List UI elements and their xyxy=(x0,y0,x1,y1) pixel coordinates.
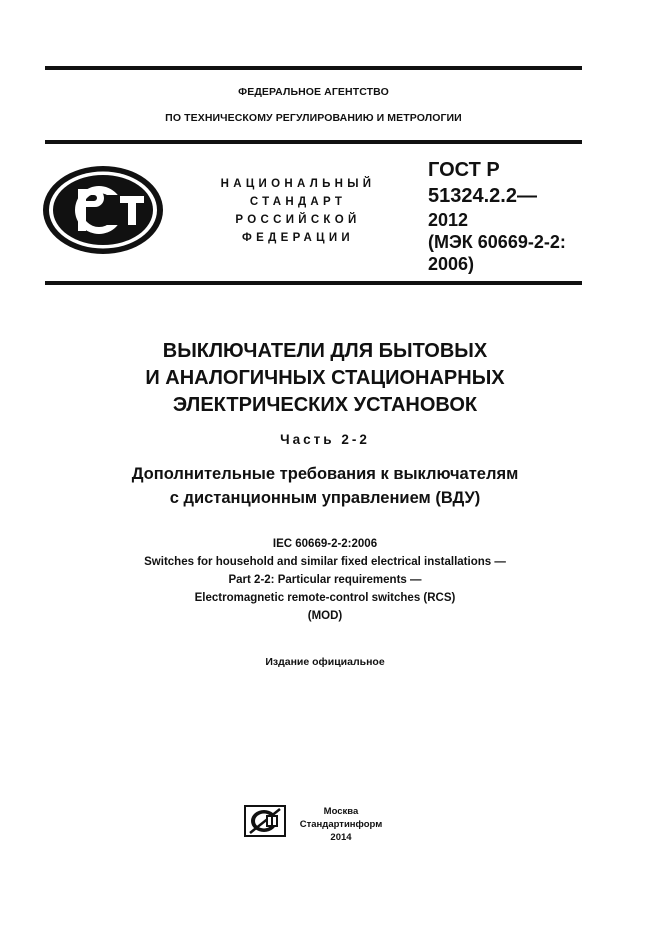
publisher-info xyxy=(296,805,386,844)
iec-line: Part 2-2: Particular requirements — xyxy=(228,574,422,586)
title-line: ВЫКЛЮЧАТЕЛИ ДЛЯ БЫТОВЫХ xyxy=(162,340,488,362)
designation-line: (МЭК 60669-2-2: xyxy=(428,232,566,252)
title-line: И АНАЛОГИЧНЫХ СТАЦИОНАРНЫХ xyxy=(145,367,505,389)
national-standard-label xyxy=(208,175,388,247)
national-standard-line: НАЦИОНАЛЬНЫЙ xyxy=(220,178,376,190)
agency-line-2: ПО ТЕХНИЧЕСКОМУ РЕГУЛИРОВАНИЮ И МЕТРОЛОГИИ xyxy=(165,112,462,124)
publisher-city: Москва xyxy=(323,806,359,817)
national-standard-line: СТАНДАРТ xyxy=(249,196,347,208)
standartinform-logo-icon xyxy=(244,805,286,837)
rst-certification-logo-icon xyxy=(42,165,165,255)
iec-line: Electromagnetic remote-control switches (RCS) xyxy=(194,592,456,604)
part-label: Часть 2-2 xyxy=(280,432,370,447)
iec-reference xyxy=(45,535,605,625)
iec-line: IEC 60669-2-2:2006 xyxy=(272,538,378,550)
agency-line-1: ФЕДЕРАЛЬНОЕ АГЕНТСТВО xyxy=(238,86,389,98)
header-rule xyxy=(45,140,582,144)
standard-designation xyxy=(428,157,588,275)
national-standard-line: РОССИЙСКОЙ xyxy=(235,214,361,226)
publication-year: 2014 xyxy=(330,832,352,843)
national-standard-line: ФЕДЕРАЦИИ xyxy=(242,232,354,244)
designation-line: 2012 xyxy=(428,210,469,230)
designation-line: 2006) xyxy=(428,254,475,274)
designation-line: 51324.2.2— xyxy=(428,185,537,207)
edition-label: Издание официальное xyxy=(265,656,385,668)
iec-line: (MOD) xyxy=(307,610,343,622)
subtitle-line: с дистанционным управлением (ВДУ) xyxy=(169,489,481,507)
document-subtitle xyxy=(45,462,605,510)
standard-block-rule xyxy=(45,281,582,285)
iec-line: Switches for household and similar fixed electrical installations — xyxy=(144,556,506,568)
title-line: ЭЛЕКТРИЧЕСКИХ УСТАНОВОК xyxy=(172,394,478,416)
document-title xyxy=(45,338,605,419)
subtitle-line: Дополнительные требования к выключателям xyxy=(131,465,519,483)
publisher-name: Стандартинформ xyxy=(299,819,383,830)
designation-line: ГОСТ Р xyxy=(428,159,500,181)
top-rule xyxy=(45,66,582,70)
